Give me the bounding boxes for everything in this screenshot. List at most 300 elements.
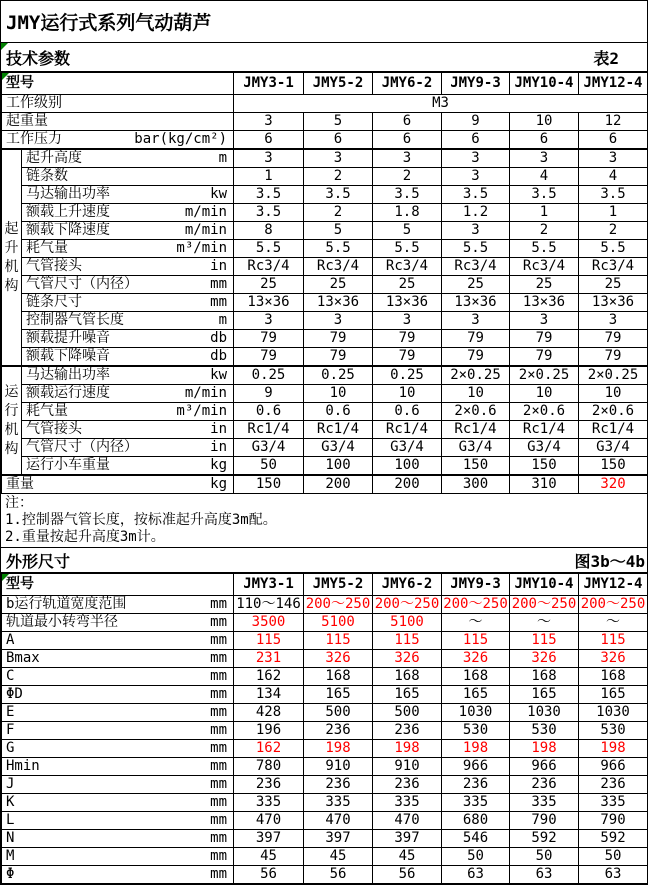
cell-value: G3/4 [304,439,373,457]
cell-value: 10 [373,385,442,403]
cell-value: 25 [304,276,373,294]
cell-value: 45 [304,848,373,866]
table-row [2,95,648,113]
notes-heading: 注： [5,495,33,511]
cell-value: 3 [304,149,373,168]
param-unit: m/min [184,385,227,401]
cell-value: 335 [442,794,510,812]
row-label-cell [2,95,234,113]
cell-value: 397 [373,830,442,848]
model-column-header: JMY6-2 [373,73,442,95]
cell-value: Rc3/4 [579,258,648,276]
cell-value: ～ [579,614,648,632]
row-label-cell [2,131,234,150]
cell-value: 200 [304,475,373,494]
cell-value: 2 [510,222,579,240]
table-row [2,168,648,186]
cell-value: 3500 [234,614,304,632]
table-row [2,421,648,439]
cell-value: Rc3/4 [510,258,579,276]
cell-value: 397 [234,830,304,848]
cell-value: 200～250 [443,596,508,612]
row-label-cell [2,632,234,650]
param-unit: mm [210,848,227,864]
cell-value: 326 [304,650,373,668]
param-name: F [6,722,15,738]
cell-value: 592 [510,830,579,848]
cell-value: 335 [579,794,648,812]
cell-value: 165 [373,686,442,704]
cell-value: 200～250 [510,596,579,614]
param-unit: mm [210,776,227,792]
cell-value: 470 [234,812,304,830]
cell-value: 196 [234,722,304,740]
table-row [2,475,648,494]
cell-value: ～ [510,614,579,632]
row-label-cell [2,758,234,776]
cell-value: 910 [304,758,373,776]
cell-value: 79 [304,330,373,348]
cell-value: 3 [442,149,510,168]
param-unit: mm [210,758,227,774]
cell-value: 115 [442,632,510,650]
cell-value: 5 [304,222,373,240]
cell-value: 326 [373,650,442,668]
row-label-cell [22,439,234,457]
cell-value: 2×0.25 [510,366,579,385]
cell-value: 110～146 [234,596,304,614]
cell-value: 3.5 [579,186,648,204]
cell-value: 8 [234,222,304,240]
cell-value: G3/4 [373,439,442,457]
cell-value: 162 [234,668,304,686]
cell-value: 3 [442,222,510,240]
param-name: 马达输出功率 [26,367,110,383]
param-name: G [6,740,15,756]
cell-value: 13×36 [373,294,442,312]
cell-value: 168 [442,668,510,686]
dimensions-table [1,573,648,884]
param-unit: mm [210,632,227,648]
cell-value: 3 [442,312,510,330]
cell-value: 198 [442,740,510,758]
cell-value: 100 [304,457,373,476]
param-name: 气管尺寸（内径） [26,276,138,292]
cell-value: 168 [510,668,579,686]
merged-value: M3 [234,95,648,113]
row-label-cell [22,222,234,240]
model-column-header: JMY5-2 [304,574,373,596]
cell-value: 50 [234,457,304,476]
cell-value: 5 [373,222,442,240]
cell-value: 335 [510,794,579,812]
table-row [2,385,648,403]
row-label-cell [22,294,234,312]
row-label-cell [2,704,234,722]
table-row [2,294,648,312]
cell-value: 3.5 [442,186,510,204]
cell-value: 45 [234,848,304,866]
cell-value: 790 [579,812,648,830]
cell-value: 45 [373,848,442,866]
cell-value: 79 [579,348,648,367]
cell-value: 3 [442,168,510,186]
model-header-row [2,73,648,95]
row-label-cell [22,149,234,168]
param-name: C [6,668,15,684]
param-name: 起升高度 [26,150,82,166]
table-row [2,149,648,168]
note-line: 2.重量按起升高度3m计。 [5,529,165,545]
cell-value: 236 [373,722,442,740]
cell-value: 236 [373,776,442,794]
cell-value: 9 [442,113,510,131]
model-column-header: JMY12-4 [579,574,648,596]
row-label-cell [2,614,234,632]
cell-value: 0.6 [234,403,304,421]
param-name: 重量 [6,476,34,492]
section-header-tech-params [1,43,647,72]
cell-value: 335 [373,794,442,812]
cell-value: 0.25 [304,366,373,385]
cell-value: 13×36 [234,294,304,312]
cell-value: 470 [304,812,373,830]
cell-value: 63 [510,866,579,884]
cell-value: 2×0.6 [579,403,648,421]
param-name: Hmin [6,758,40,774]
cell-value: G3/4 [442,439,510,457]
table-row [2,113,648,131]
row-label-cell [22,204,234,222]
table-row [2,650,648,668]
comment-marker-icon [2,73,9,80]
cell-value: 790 [510,812,579,830]
cell-value: 0.25 [234,366,304,385]
cell-value: 1.2 [442,204,510,222]
cell-value: 9 [234,385,304,403]
cell-value: 6 [373,131,442,150]
table-row [2,366,648,385]
cell-value: 25 [579,276,648,294]
cell-value: 1 [510,204,579,222]
notes-block [1,494,647,548]
cell-value: 100 [373,457,442,476]
table-row [2,704,648,722]
cell-value: 2 [304,204,373,222]
param-name: L [6,812,15,828]
cell-value: 3.5 [234,186,304,204]
cell-value: 3 [373,312,442,330]
cell-value: 10 [304,385,373,403]
cell-value: 5 [304,113,373,131]
table-row [2,758,648,776]
row-label-cell [2,830,234,848]
model-column-header: JMY9-3 [442,574,510,596]
cell-value: 115 [510,632,579,650]
cell-value: Rc1/4 [304,421,373,439]
cell-value: 165 [304,686,373,704]
cell-value: 1030 [442,704,510,722]
model-header-row [2,574,648,596]
table-row [2,632,648,650]
cell-value: 310 [510,475,579,494]
cell-value: 530 [510,722,579,740]
cell-value: 335 [234,794,304,812]
row-label-cell [2,722,234,740]
cell-value: 200～250 [373,596,442,614]
param-unit: mm [210,704,227,720]
param-unit: mm [210,722,227,738]
cell-value: 79 [373,330,442,348]
cell-value: 6 [234,131,304,150]
cell-value: Rc3/4 [234,258,304,276]
param-unit: mm [210,794,227,810]
param-unit: mm [210,668,227,684]
table-row [2,668,648,686]
param-unit: kg [210,476,227,492]
param-unit: m/min [184,222,227,238]
param-unit: db [210,330,227,346]
row-label-cell [22,168,234,186]
cell-value: 397 [304,830,373,848]
row-label-cell [2,776,234,794]
cell-value: 168 [304,668,373,686]
cell-value: 3 [510,312,579,330]
cell-value: Rc1/4 [510,421,579,439]
param-unit: mm [210,812,227,828]
cell-value: 63 [442,866,510,884]
table-row [2,222,648,240]
row-label-cell [22,186,234,204]
row-label-cell [2,596,234,614]
row-label-cell [2,812,234,830]
param-unit: mm [210,866,227,882]
cell-value: 10 [510,385,579,403]
table-row [2,403,648,421]
cell-value: 12 [579,113,648,131]
table-row [2,131,648,150]
section-title: 外形尺寸 [6,551,71,571]
param-unit: in [210,439,227,455]
param-name: M [6,848,15,864]
cell-value: 3.5 [304,186,373,204]
param-unit: mm [210,614,227,630]
cell-value: 63 [579,866,648,884]
cell-value: Rc3/4 [304,258,373,276]
table-row [2,596,648,614]
cell-value: 6 [304,131,373,150]
param-name: 起重量 [6,113,48,129]
cell-value: Rc1/4 [234,421,304,439]
model-column-header: JMY12-4 [579,73,648,95]
cell-value: 0.6 [304,403,373,421]
cell-value: 165 [579,686,648,704]
cell-value: 10 [442,385,510,403]
cell-value: 236 [442,776,510,794]
row-label-cell [22,348,234,367]
param-name: E [6,704,15,720]
cell-value: 79 [442,330,510,348]
row-label-cell [22,403,234,421]
cell-value: 13×36 [304,294,373,312]
param-name: K [6,794,15,810]
cell-value: 320 [579,475,648,494]
row-label-cell [2,866,234,884]
cell-value: G3/4 [579,439,648,457]
cell-value: 910 [373,758,442,776]
table-row [2,276,648,294]
cell-value: 150 [579,457,648,476]
cell-value: Rc3/4 [442,258,510,276]
cell-value: 3 [510,149,579,168]
cell-value: 79 [304,348,373,367]
cell-value: 3.5 [234,204,304,222]
param-unit: kw [210,186,227,202]
param-name: 轨道最小转弯半径 [6,614,118,630]
param-name: ΦD [6,686,23,702]
cell-value: 0.6 [373,403,442,421]
param-name: 额载运行速度 [26,385,110,401]
row-label-cell [2,686,234,704]
table-row [2,312,648,330]
cell-value: 231 [234,650,304,668]
table-row [2,457,648,476]
param-name: 工作压力 [6,131,62,147]
group-label: 运 行 机 构 [2,366,22,475]
cell-value: 1030 [510,704,579,722]
param-name: 额载提升噪音 [26,330,110,346]
param-unit: mm [210,830,227,846]
cell-value: 2×0.25 [579,366,648,385]
cell-value: 79 [510,330,579,348]
row-label-cell [22,366,234,385]
param-name: 额载下降速度 [26,222,110,238]
cell-value: Rc3/4 [373,258,442,276]
param-name: 控制器气管长度 [26,312,124,328]
cell-value: 2 [304,168,373,186]
cell-value: 966 [442,758,510,776]
cell-value: 3 [234,312,304,330]
cell-value: ～ [442,614,510,632]
row-label-cell [2,848,234,866]
cell-value: 3 [304,312,373,330]
param-name: Bmax [6,650,40,666]
cell-value: 530 [442,722,510,740]
cell-value: 50 [510,848,579,866]
cell-value: 115 [579,632,648,650]
cell-value: 5.5 [442,240,510,258]
param-name: Φ [6,866,15,882]
cell-value: 165 [510,686,579,704]
cell-value: 546 [442,830,510,848]
row-label-cell [2,650,234,668]
cell-value: 10 [579,385,648,403]
row-label-cell [22,330,234,348]
cell-value: 5.5 [373,240,442,258]
cell-value: 198 [373,740,442,758]
param-unit: mm [210,740,227,756]
cell-value: 236 [304,776,373,794]
table-row [2,794,648,812]
cell-value: 1.8 [373,204,442,222]
table-row [2,330,648,348]
model-column-header: JMY10-4 [510,574,579,596]
cell-value: 6 [373,113,442,131]
param-name: 额载下降噪音 [26,348,110,364]
cell-value: 25 [373,276,442,294]
table-row [2,439,648,457]
cell-value: 5.5 [510,240,579,258]
cell-value: 4 [579,168,648,186]
cell-value: 79 [373,348,442,367]
row-label-cell [2,475,234,494]
table-row [2,204,648,222]
cell-value: 200 [373,475,442,494]
cell-value: 13×36 [579,294,648,312]
row-label-cell [22,385,234,403]
cell-value: 1 [234,168,304,186]
cell-value: 13×36 [510,294,579,312]
param-unit: in [210,421,227,437]
cell-value: 780 [234,758,304,776]
table-row [2,740,648,758]
row-label-cell [22,276,234,294]
cell-value: 326 [442,650,510,668]
cell-value: 2×0.6 [510,403,579,421]
cell-value: 236 [579,776,648,794]
param-unit: m/min [184,204,227,220]
tech-params-body [2,95,648,494]
page-title: JMY运行式系列气动葫芦 [1,1,647,43]
cell-value: 6 [442,131,510,150]
cell-value: 326 [510,650,579,668]
cell-value: 966 [579,758,648,776]
param-name: A [6,632,15,648]
table-row [2,240,648,258]
cell-value: 966 [510,758,579,776]
param-name: J [6,776,15,792]
cell-value: 25 [510,276,579,294]
param-unit: m [218,312,227,328]
model-column-header: JMY10-4 [510,73,579,95]
table-row [2,866,648,884]
cell-value: 470 [373,812,442,830]
tech-params-table [1,72,648,494]
cell-value: 79 [234,330,304,348]
cell-value: 79 [579,330,648,348]
cell-value: 5.5 [579,240,648,258]
cell-value: G3/4 [510,439,579,457]
param-unit: m³/min [176,403,227,419]
section-title: 技术参数 [6,48,71,68]
cell-value: 3 [373,149,442,168]
cell-value: 5.5 [304,240,373,258]
table-row [2,686,648,704]
table-ref: 表2 [593,48,619,68]
cell-value: 56 [304,866,373,884]
cell-value: 4 [510,168,579,186]
param-name: 耗气量 [26,240,68,256]
cell-value: 198 [304,740,373,758]
row-label-cell [22,457,234,476]
cell-value: 10 [510,113,579,131]
cell-value: 236 [234,776,304,794]
param-name: 工作级别 [6,95,62,111]
table-row [2,614,648,632]
row-label-cell [2,794,234,812]
cell-value: 236 [510,776,579,794]
param-unit: m³/min [176,240,227,256]
